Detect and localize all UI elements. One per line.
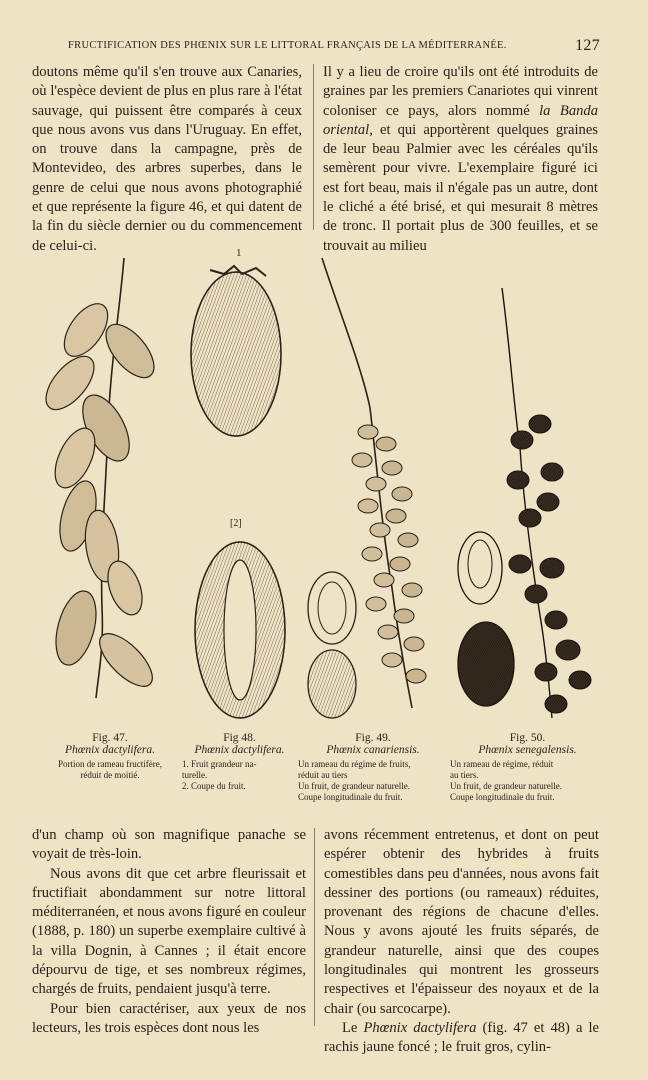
figure-caption-50	[450, 732, 605, 803]
paragraph: d'un champ où son magnifique panache se voyait de très-loin.	[32, 827, 306, 863]
paragraph: Pour bien caractériser, aux yeux de nos lecteurs, les trois espèces dont nous les	[32, 1000, 306, 1036]
column-divider	[314, 828, 315, 1026]
fig-species: Phœnix dactylifera.	[64, 744, 156, 756]
fig-number: Fig. 49.	[355, 732, 391, 744]
fig-desc: 1. Fruit grandeur na- turelle. 2. Coupe du fruit.	[182, 759, 257, 791]
paragraph: Le Phœnix dactylifera (fig. 47 et 48) a le rachis jaune foncé ; le fruit gros, cylin-	[324, 1019, 599, 1056]
paragraph: avons récemment entretenus, et dont on peut espérer obtenir des hybrides à fruits comestibles dans peu d'années, nous avons fait dessiner des portions (ou rameaux) réduites, provenant des régions de chacune d'elles. Nous y avons ajouté les fruits séparés, de grandeur naturelle, ainsi que des coupes longitudinales qui montrent les grosseurs respectives et l'épaisseur des noyaux et de la chair (ou sarcocarpe).	[324, 827, 599, 1017]
column-divider	[313, 64, 314, 230]
figure-caption-48	[182, 732, 297, 792]
text-column-top-left	[32, 63, 302, 256]
fig50-bunch-drawing	[458, 288, 591, 718]
fig-desc: Un rameau du régime de fruits, réduit au tiers Un fruit, de grandeur naturelle. Coupe longitudinale du fruit.	[298, 759, 411, 802]
paragraph: Nous avons dit que cet arbre fleurissait et fructifiait abondamment sur notre littoral méditerranéen, et nous avons figuré en couleur (1888, p. 180) un superbe exemplaire cultivé à la villa Dognin, à Cannes ; il était encore dépourvu de tige, et ses nombreux régimes, chargés de fruits, pendaient jusqu'à terre.	[32, 865, 306, 998]
plate-label-1: 1	[236, 248, 242, 259]
fig-species: Phœnix canariensis.	[326, 744, 420, 756]
fig47-branch-drawing	[37, 258, 163, 698]
fig-species: Phœnix dactylifera.	[194, 744, 285, 756]
running-title: FRUCTIFICATION DES PHŒNIX SUR LE LITTORAL FRANÇAIS DE LA MÉDITERRANÉE.	[68, 40, 507, 51]
fig-number: Fig 48.	[223, 732, 256, 744]
figure-plate	[20, 248, 630, 728]
fig49-bunch-drawing	[308, 258, 426, 718]
text-column-bottom-left	[32, 826, 306, 1038]
engraving-illustration	[20, 248, 630, 728]
fig-desc: Portion de rameau fructifère, réduit de moitié.	[58, 759, 162, 780]
fig-number: Fig. 47.	[92, 732, 128, 744]
fig-species: Phœnix senegalensis.	[478, 744, 577, 756]
figure-caption-49	[298, 732, 448, 803]
text-column-top-right	[323, 63, 598, 256]
paragraph: doutons même qu'il s'en trouve aux Canaries, où l'espèce devient de plus en plus rare à l'état sauvage, qui puissent être comparés à ceux que nous avons vus dans l'Uruguay. En effet, on trouve dans la campagne, près de Montevideo, des arbres superbes, dans le genre de celui que nous avons photographié et que représente la figure 46, et qui datent de la fin du siècle dernier ou du commencement de celui-ci.	[32, 64, 302, 254]
paragraph: Il y a lieu de croire qu'ils ont été introduits de graines par les premiers Canariotes qui vinrent coloniser ce pays, alors nommé la Banda oriental, et qui apportèrent quelques graines de leur beau Palmier avec les céréales qu'ils semèrent pour vivre. L'exemplaire figuré ici est fort beau, mais il n'égale pas un autre, dont le cliché a été brisé, et qui mesurait 8 mètres de tronc. Il portait plus de 300 feuilles, et se trouvait au milieu	[323, 64, 599, 254]
fig48-fruit-drawing	[191, 248, 285, 718]
fig-number: Fig. 50.	[509, 732, 546, 744]
page-number: 127	[575, 37, 600, 54]
text-column-bottom-right	[324, 826, 599, 1058]
figure-caption-47	[40, 732, 180, 781]
fig-desc: Un rameau de régime, réduit au tiers. Un fruit, de grandeur naturelle. Coupe longitudinale du fruit.	[450, 759, 562, 802]
plate-label-2: [2]	[230, 518, 242, 529]
